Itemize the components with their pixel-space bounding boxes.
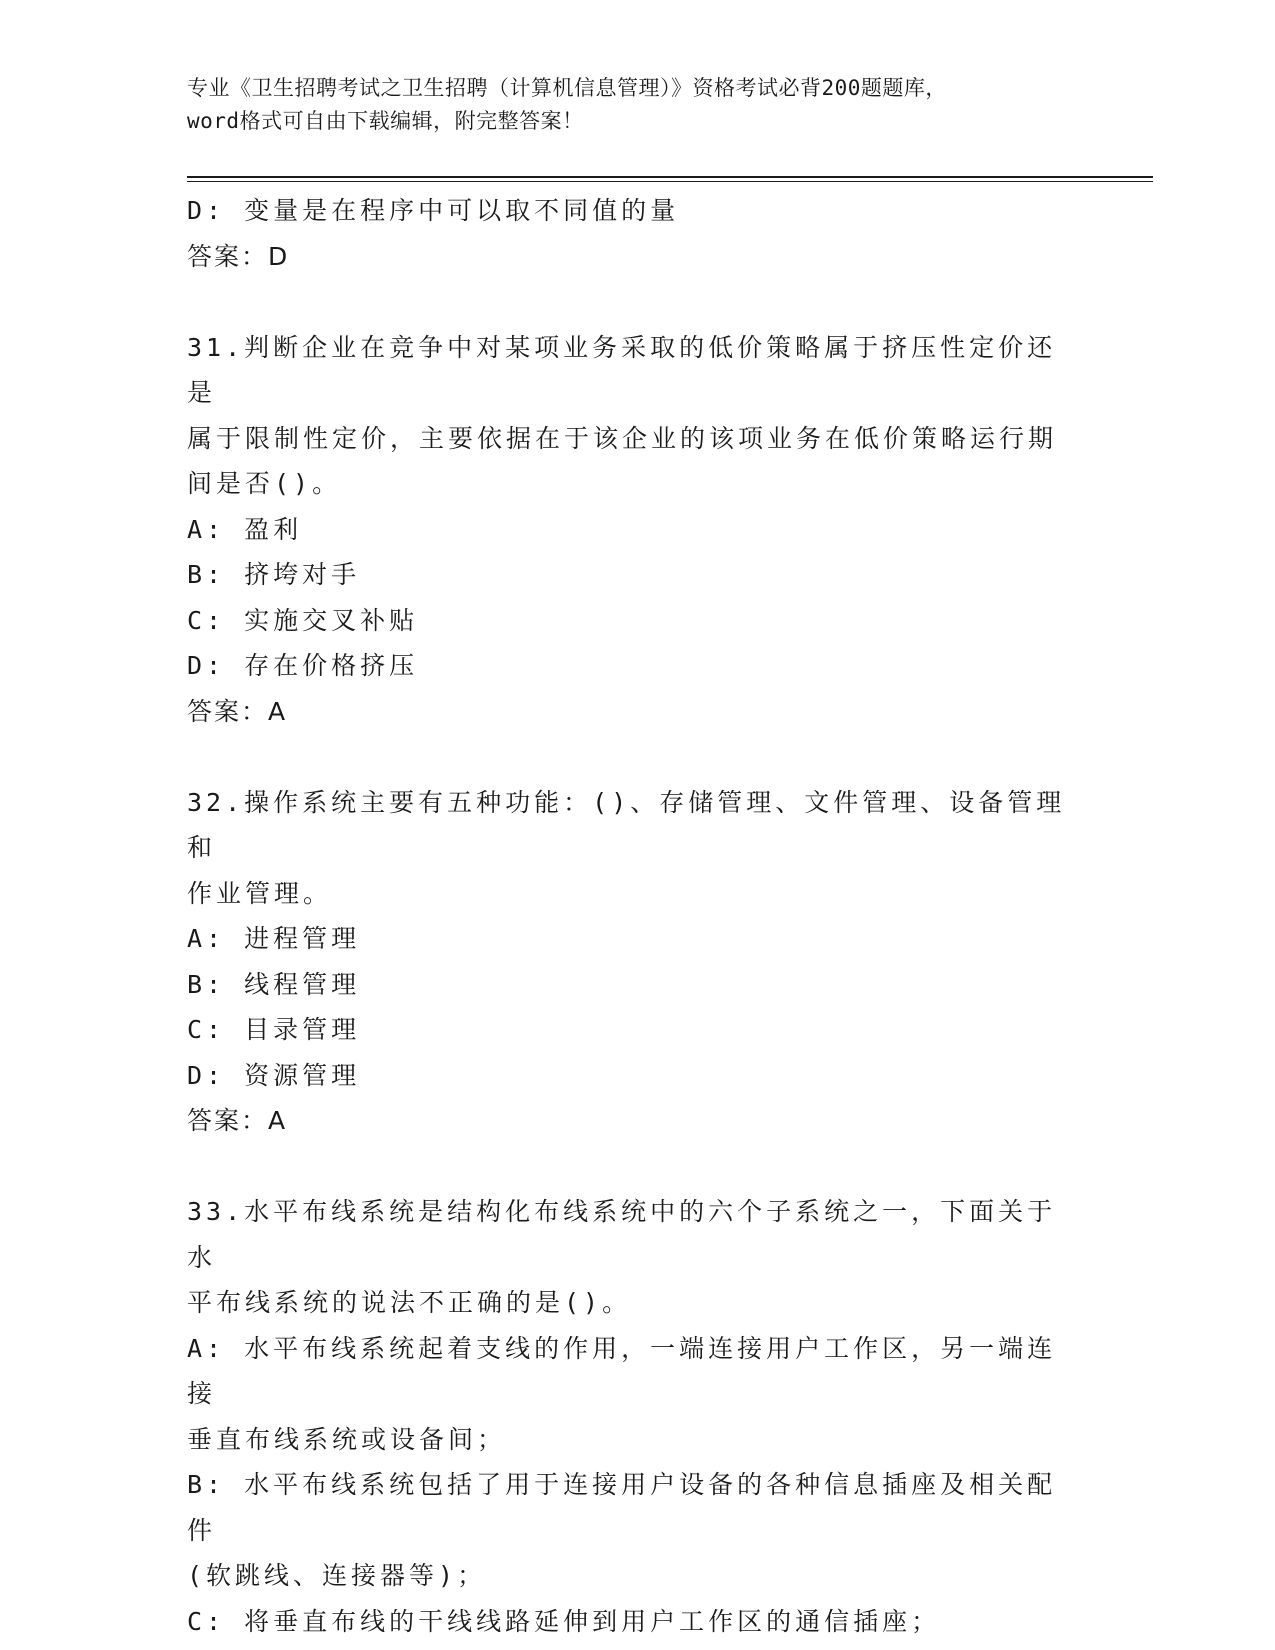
option-c: C: 实施交叉补贴 [187,605,419,635]
option-a: A: 进程管理 [187,924,361,953]
spacer [187,1144,1067,1190]
question-30-tail [187,188,1067,279]
option-c: C: 目录管理 [187,1015,361,1044]
option-b-continued: (软跳线、连接器等)； [187,1561,487,1590]
option-b: B: 挤垮对手 [187,560,361,589]
spacer [187,734,1067,780]
question-stem-line: 32.操作系统主要有五种功能：()、存储管理、文件管理、设备管理和 [187,787,1066,862]
option-d: D: 资源管理 [187,1060,361,1090]
answer-line: 答案：A [187,696,288,726]
option-a: A: 盈利 [187,514,303,544]
spacer [187,279,1067,325]
question-stem-line: 平布线系统的说法不正确的是()。 [187,1288,632,1317]
option-a: A: 水平布线系统起着支线的作用，一端连接用户工作区，另一端连接 [187,1333,1057,1408]
document-header [187,72,1087,138]
answer-line: 答案：A [187,1106,288,1135]
question-33 [187,1189,1067,1644]
question-stem-line: 作业管理。 [187,878,333,908]
header-divider-thick [187,176,1153,178]
option-c: C: 将垂直布线的干线线路延伸到用户工作区的通信插座； [187,1606,941,1636]
option-a-continued: 垂直布线系统或设备间； [187,1424,507,1454]
answer-line: 答案：D [187,241,290,271]
question-stem-line: 属于限制性定价，主要依据在于该企业的该项业务在低价策略运行期 [187,423,1058,453]
option-b: B: 水平布线系统包括了用于连接用户设备的各种信息插座及相关配件 [187,1470,1057,1545]
question-stem-line: 间是否()。 [187,469,342,498]
question-list [187,188,1067,1644]
question-32 [187,780,1067,1144]
question-stem-line: 31.判断企业在竞争中对某项业务采取的低价策略属于挤压性定价还是 [187,332,1057,407]
question-stem-line: 33.水平布线系统是结构化布线系统中的六个子系统之一，下面关于水 [187,1197,1057,1272]
option-b: B: 线程管理 [187,969,361,999]
question-31 [187,325,1067,735]
option-d: D: 存在价格挤压 [187,651,419,680]
header-title-line-1: 专业《卫生招聘考试之卫生招聘（计算机信息管理）》资格考试必背200题题库， [187,76,947,100]
option-d: D: 变量是在程序中可以取不同值的量 [187,196,680,225]
header-divider-thin [187,181,1153,182]
header-title-line-2: word格式可自由下载编辑，附完整答案！ [187,109,584,133]
